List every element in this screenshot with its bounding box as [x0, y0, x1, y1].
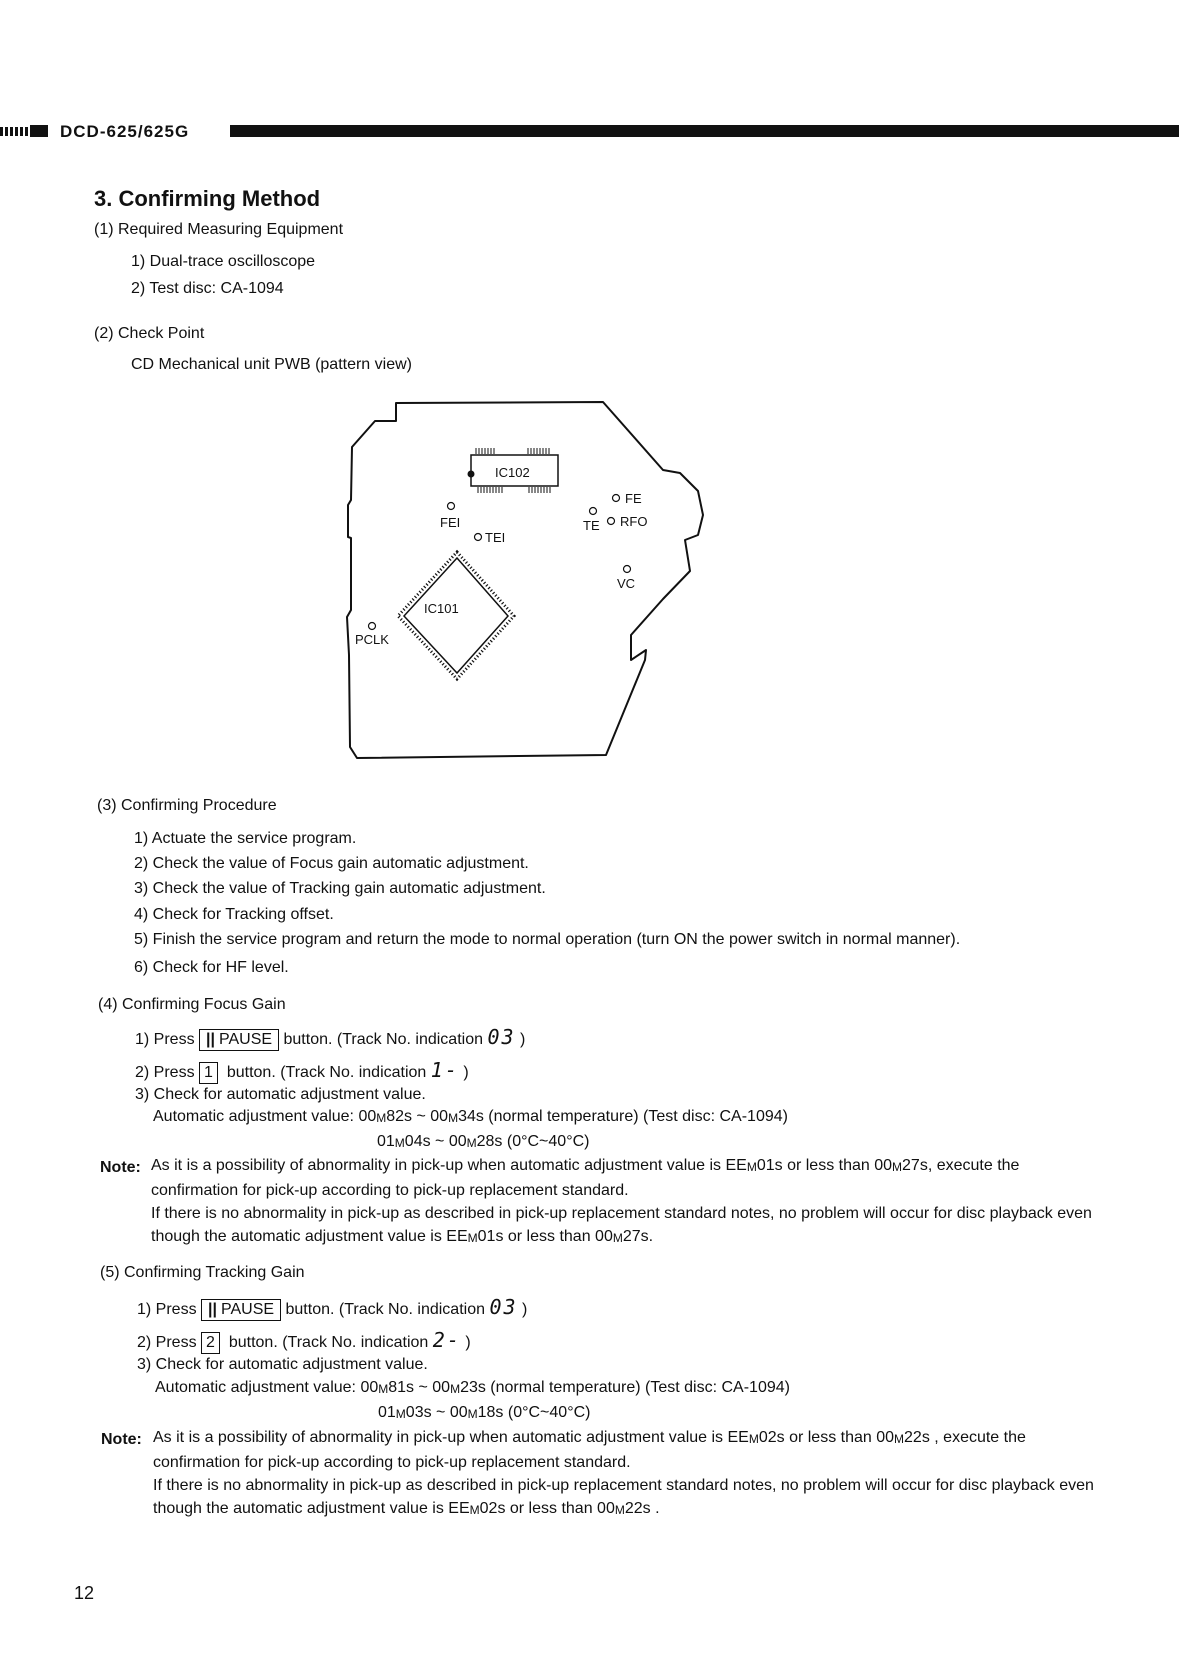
text: 27s, execute the confirmation for pick-up according to pick-up replacement standard.	[151, 1157, 1020, 1199]
fe-point	[613, 495, 620, 502]
pause-key	[201, 1299, 281, 1321]
close-paren: )	[522, 1301, 528, 1318]
rfo-point	[608, 518, 615, 525]
unit-m: M	[892, 1160, 903, 1174]
focus-step-1-pre: 1) Press	[135, 1031, 195, 1048]
fe-label: FE	[625, 491, 642, 506]
pause-key-label: PAUSE	[218, 1031, 273, 1048]
unit-m: M	[448, 1111, 459, 1125]
tracking-step-2-pre: 2) Press	[137, 1334, 197, 1351]
text: 02s or less than 00	[479, 1500, 615, 1517]
checkpoint-label: (2) Check Point	[94, 325, 205, 342]
focus-step-2	[135, 1058, 469, 1084]
unit-m: M	[395, 1407, 406, 1421]
pause-icon: ||	[208, 1301, 217, 1318]
unit-m: M	[450, 1382, 461, 1396]
header-rule-block	[30, 125, 48, 137]
fei-label: FEI	[440, 515, 461, 530]
unit-m: M	[612, 1231, 623, 1245]
tracking-step-1-pre: 1) Press	[137, 1301, 197, 1318]
ic101-label: IC101	[424, 601, 459, 616]
focus-step-2-pre: 2) Press	[135, 1064, 195, 1081]
unit-m: M	[469, 1503, 480, 1517]
ic102-label: IC102	[495, 465, 530, 480]
rfo-label: RFO	[620, 514, 648, 529]
focus-auto-value	[153, 1108, 788, 1126]
track-display: 03	[489, 1295, 518, 1319]
tei-point	[475, 534, 482, 541]
unit-m: M	[748, 1432, 759, 1446]
tei-label: TEI	[485, 530, 506, 545]
fei-point	[448, 503, 455, 510]
procedure-step: 1) Actuate the service program.	[134, 830, 357, 847]
key-1: 1	[199, 1062, 218, 1084]
procedure-step: 6) Check for HF level.	[134, 959, 289, 976]
section-title: 3. Confirming Method	[94, 186, 321, 211]
track-display: 03	[487, 1025, 516, 1049]
focus-step-2-post: button. (Track No. indication	[226, 1064, 427, 1081]
text: 01s or less than 00	[756, 1157, 893, 1174]
equipment-item: 2) Test disc: CA-1094	[131, 280, 284, 297]
text: 22s .	[624, 1500, 660, 1517]
procedure-step: 4) Check for Tracking offset.	[134, 906, 334, 923]
tracking-step-2-post: button. (Track No. indication	[228, 1334, 429, 1351]
text: 27s.	[622, 1228, 654, 1245]
tracking-step-2	[137, 1328, 471, 1354]
pwb-diagram	[330, 395, 730, 765]
text: 23s (normal temperature) (Test disc: CA-1094)	[460, 1379, 790, 1396]
track-display: 2-	[432, 1328, 461, 1352]
text: If there is no abnormality in pick-up as described in pick-up replacement standard notes, no problem will occur for disc playback even though the automatic adjustment value is EE	[151, 1205, 1092, 1245]
te-label: TE	[583, 518, 600, 533]
unit-m: M	[394, 1136, 405, 1150]
key-2: 2	[201, 1332, 220, 1354]
pause-key-label: PAUSE	[220, 1301, 275, 1318]
unit-m: M	[467, 1231, 478, 1245]
unit-m: M	[746, 1160, 757, 1174]
text: Automatic adjustment value: 00	[155, 1379, 379, 1396]
focus-step-3: 3) Check for automatic adjustment value.	[135, 1086, 426, 1103]
unit-m: M	[466, 1136, 477, 1150]
unit-m: M	[614, 1503, 625, 1517]
close-paren: )	[465, 1334, 471, 1351]
tracking-note-label: Note:	[101, 1431, 142, 1448]
header-rule-thick	[230, 125, 1179, 137]
equipment-label: (1) Required Measuring Equipment	[94, 221, 344, 238]
text: 04s ~ 00	[404, 1133, 467, 1150]
text: As it is a possibility of abnormality in pick-up when automatic adjustment value is EE	[151, 1157, 747, 1174]
procedure-label: (3) Confirming Procedure	[97, 797, 277, 814]
text: Automatic adjustment value: 00	[153, 1108, 377, 1125]
text: 28s (0°C~40°C)	[476, 1133, 590, 1150]
page-number: 12	[74, 1583, 95, 1603]
close-paren: )	[520, 1031, 526, 1048]
tracking-step-1	[137, 1295, 527, 1321]
vc-point	[624, 566, 631, 573]
focus-range-value	[377, 1133, 589, 1151]
text: 34s (normal temperature) (Test disc: CA-1094)	[458, 1108, 788, 1125]
checkpoint-subtitle: CD Mechanical unit PWB (pattern view)	[131, 356, 412, 373]
tracking-label: (5) Confirming Tracking Gain	[100, 1264, 305, 1281]
focus-note	[151, 1154, 1096, 1250]
te-point	[590, 508, 597, 515]
text: 81s ~ 00	[388, 1379, 451, 1396]
pclk-point	[369, 623, 376, 630]
unit-m: M	[376, 1111, 387, 1125]
procedure-step: 5) Finish the service program and return the mode to normal operation (turn ON the power switch in normal manner).	[134, 931, 961, 948]
close-paren: )	[463, 1064, 469, 1081]
pause-key	[199, 1029, 279, 1051]
model-title: DCD-625/625G	[54, 122, 195, 142]
text: 03s ~ 00	[405, 1404, 468, 1421]
unit-m: M	[378, 1382, 389, 1396]
focus-step-1-post: button. (Track No. indication	[283, 1031, 483, 1048]
text: 01s or less than 00	[477, 1228, 613, 1245]
focus-note-label: Note:	[100, 1159, 141, 1176]
text: 22s , execute the confirmation for pick-up according to pick-up replacement standard.	[153, 1429, 1026, 1471]
focus-step-1	[135, 1025, 525, 1051]
text: 01	[377, 1133, 395, 1150]
text: As it is a possibility of abnormality in pick-up when automatic adjustment value is EE	[153, 1429, 749, 1446]
text: 82s ~ 00	[386, 1108, 449, 1125]
procedure-step: 3) Check the value of Tracking gain automatic adjustment.	[134, 880, 546, 897]
pause-icon: ||	[206, 1031, 215, 1048]
text: 18s (0°C~40°C)	[477, 1404, 591, 1421]
unit-m: M	[467, 1407, 478, 1421]
text: 02s or less than 00	[758, 1429, 895, 1446]
tracking-auto-value	[155, 1379, 790, 1397]
procedure-step: 2) Check the value of Focus gain automatic adjustment.	[134, 855, 529, 872]
vc-label: VC	[617, 576, 636, 591]
pclk-label: PCLK	[355, 632, 389, 647]
track-display: 1-	[430, 1058, 459, 1082]
tracking-step-1-post: button. (Track No. indication	[285, 1301, 485, 1318]
text: If there is no abnormality in pick-up as described in pick-up replacement standard notes, no problem will occur for disc playback even though the automatic adjustment value is EE	[153, 1477, 1094, 1517]
equipment-item: 1) Dual-trace oscilloscope	[131, 253, 316, 270]
unit-m: M	[894, 1432, 905, 1446]
focus-label: (4) Confirming Focus Gain	[98, 996, 286, 1013]
text: 01	[378, 1404, 396, 1421]
tracking-step-3: 3) Check for automatic adjustment value.	[137, 1356, 428, 1373]
tracking-range-value	[378, 1404, 590, 1422]
tracking-note	[153, 1426, 1098, 1522]
